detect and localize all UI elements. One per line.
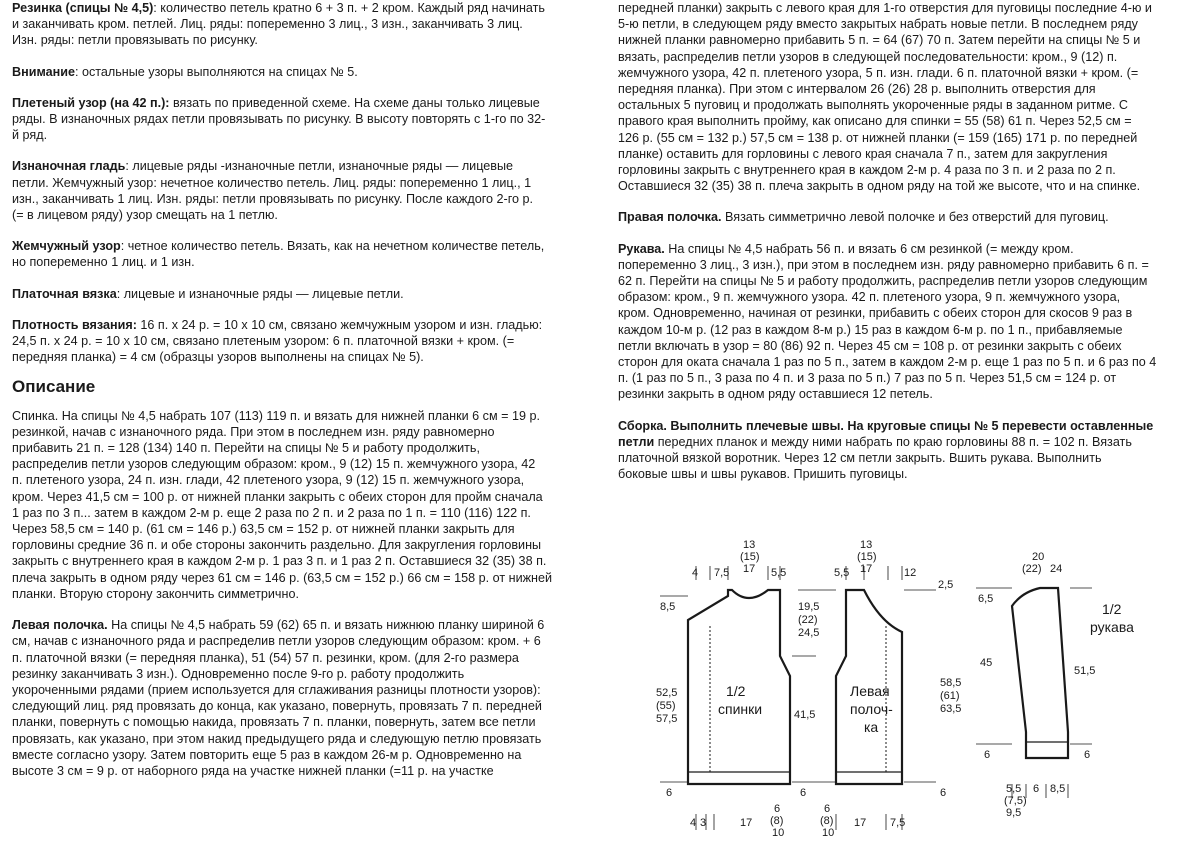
para-gauge: Плотность вязания: 16 п. х 24 р. = 10 х 10 см, связано жемчужным узором и изн. гладью: 24,5 п. х 24 р. = 10 х 10 см, связано плетеным узором: 6 п. платочной вязки + кром. (= передняя планка) = 4 см (образцы узоров выполнены на спицах № 5). xyxy=(12,317,543,365)
para-rib-pattern: Резинка (спицы № 4,5): количество петель кратно 6 + 3 п. + 2 кром. Каждый ряд начинать и заканчивать кром. петлей. Лиц. ряды: попеременно 3 лиц., 3 изн., заканчивать 3 лиц. Изн. ряды: петли провязывать по рисунку. xyxy=(12,1,545,48)
front-neck-w-2: (15) xyxy=(857,551,877,563)
back-side-h-2: (55) xyxy=(656,700,676,712)
sleeve-hem-left: 6 xyxy=(984,749,991,761)
sleeve-len-h: 45 xyxy=(980,657,993,669)
right-column xyxy=(618,0,1190,497)
front-bottom-stack-2: (8) xyxy=(820,815,834,827)
sleeve-bottom-stack-1: 5,5 xyxy=(1006,783,1022,795)
back-hem-h: 6 xyxy=(666,787,673,799)
front-neck-w-1: 13 xyxy=(860,539,873,551)
back-side-h-3: 57,5 xyxy=(656,713,678,725)
front-neck-h-1: 19,5 xyxy=(798,601,820,613)
sleeve-bottom-dim-1: 6 xyxy=(1033,783,1040,795)
sleeve-top-w-2: (22) xyxy=(1022,563,1042,575)
para-left-front: Левая полочка. На спицы № 4,5 набрать 59 (62) 65 п. и вязать нижнюю планку шириной 6 см, начав с изнаночного ряда и распределив петли узоров следующим образом: кром. + 6 п. платочной вязки (= передняя планка), 51 (54) 57 п. резинки, кром. (для 2-го размера резинку заканчивать 3 изн.). Одновременно после 9-го р. работу продолжить укороченными рядами (прием используется для сглаживания разницы плотности узоров): следующий лиц. ряд провязать до конца, как указано, повернуть, провязать 7 п. передней планки, повернуть с помощью накида, провязать 7 п. планки, повернуть, затем все петли провязать, как указано, при этом накид предыдущего ряда и следующую петлю провязать вместе согласно узору. Затем повторить еще 5 раз в каждом 26-м р. Одновременно на высоте 3 см = 9 р. от наборного ряда на участке нижней планки (=11 р. на участке xyxy=(12,618,545,778)
sleeve-top-w-3: 24 xyxy=(1050,563,1063,575)
front-label-1: Левая xyxy=(850,683,890,699)
section-heading: Описание xyxy=(12,377,96,397)
para-assembly: Сборка. Выполнить плечевые швы. На круговые спицы № 5 перевести оставленные петли передних планок и между ними набрать по краю горловины 88 п. = 102 п. Вязать платочной вязкой воротник. Через 12 см петли закрыть. Вшить рукава. Выполнить боковые швы и швы рукавов. Пришить пуговицы. xyxy=(618,418,1154,482)
sleeve-cap-h: 6,5 xyxy=(978,593,994,605)
sleeve-top-w-1: 20 xyxy=(1032,551,1045,563)
para-left-front-cont: передней планки) закрыть с левого края для 1-го отверстия для пуговицы последние 4-ю и 5-ю петли, в следующем ряду вместо закрытых набрать новые петли. В последнем ряду нижней планки равномерно прибавить 5 п. = 64 (67) 70 п. Затем перейти на спицы № 5 и вязать, распределив петли узоров в следующей последовательности: кром., 9 (12) п. жемчужного узора, 42 п. плетеного узора, 5 п. изн. глади. 6 п. платочной вязки + кром. (= передняя планка). При этом с интервалом 26 (26) 28 р. выполнить отверстия для остальных 5 пуговиц и продолжать выполнять укороченные ряды в заданном ритме. С правого края выполнить пройму, как описано для спинки = 55 (58) 61 п. Через 52,5 см = 126 р. (55 см = 132 р.) 57,5 см = 138 р. от нижней планки (= 159 (165) 171 р. по передней планке) оставить для горловины с левого края сначала 7 п., затем для закругления горловины закрыть с внутреннего края в каждом 2-м р. 4 раза по 3 п. и 2 раза по 2 п. Оставшиеся 32 (35) 38 п. плеча закрыть в одном ряду на той же высоте, что и на спинке. xyxy=(618,1,1152,194)
front-neck-w-3: 17 xyxy=(860,563,873,575)
para-seed-stitch: Жемчужный узор: четное количество петель. Вязать, как на нечетном количестве петель, но попеременно 1 лиц. и 1 изн. xyxy=(12,239,545,270)
back-side-h-1: 52,5 xyxy=(656,687,678,699)
back-armhole-h: 41,5 xyxy=(794,709,816,721)
front-neck-h-3: 24,5 xyxy=(798,627,820,639)
back-neck-h: 8,5 xyxy=(660,601,676,613)
front-label-2: полоч- xyxy=(850,701,893,717)
back-top-dim-2: 7,5 xyxy=(714,567,730,579)
sleeve-label-2: рукава xyxy=(1090,619,1134,635)
left-column xyxy=(12,0,578,794)
para-attention: Внимание: остальные узоры выполняются на спицах № 5. xyxy=(12,64,358,79)
para-sleeves: Рукава. На спицы № 4,5 набрать 56 п. и вязать 6 см резинкой (= между кром. попеременно 3 лиц., 3 изн.), при этом в последнем изн. ряду равномерно прибавить 6 п. = 62 п. Перейти на спицы № 5 и работу продолжить, распределив петли узоров следующим образом: кром., 9 п. жемчужного узора. 42 п. плетеного узора, 9 п. жемчужного узора, кром. Одновременно, начиная от резинки, прибавить с обеих сторон для скосов 9 раз в каждом 10-м р. (12 раз в каждом 8-м р.) 15 раз в каждом 6-м р. по 1 п., прибавляемые петли включать в узор = 80 (86) 92 п. Через 45 см = 108 р. от резинки закрыть с обеих сторон для оката сначала 1 раз по 5 п., затем в каждом 2-м р. еще 1 раз по 5 п. и 6 раз по 4 п. (1 раз по 5 п., 3 раза по 4 п. и 3 раза по 5 п.) 7 раз по 5 п. Через 51,5 см = 124 р. от резинки закрыть в одном ряду оставшиеся 12 петель. xyxy=(618,241,1157,402)
sleeve-bottom-dim-2: 8,5 xyxy=(1050,783,1066,795)
front-label-3: ка xyxy=(864,719,879,735)
schemes-svg xyxy=(640,536,1200,848)
front-top-dim-2: 12 xyxy=(904,567,917,579)
front-side-h-2: (61) xyxy=(940,690,960,702)
pattern-schemes xyxy=(640,536,1200,848)
para-reverse-stockinette: Изнаночная гладь: лицевые ряды -изнаночные петли, изнаночные ряды — лицевые петли. Жемчужный узор: нечетное количество петель. Лиц. ряды: попеременно 1 лиц., 1 изн., заканчивать 1 лиц. Изн. ряды: петли провязывать по рисунку. После каждого 2-го р. (= в лицевом ряду) узор смещать на 1 петлю. xyxy=(12,159,534,223)
front-bottom-stack-3: 10 xyxy=(822,827,835,839)
back-label-2: спинки xyxy=(718,701,763,717)
back-neck-w-2: (15) xyxy=(740,551,760,563)
back-bottom-stack-3: 10 xyxy=(772,827,785,839)
para-right-front: Правая полочка. Вязать симметрично левой полочке и без отверстий для пуговиц. xyxy=(618,210,1109,225)
back-bottom-dim-3: 17 xyxy=(740,817,753,829)
front-neck-h-2: (22) xyxy=(798,614,818,626)
front-bottom-dim-2: 7,5 xyxy=(890,817,906,829)
back-hem-h-right: 6 xyxy=(800,787,807,799)
front-side-h-1: 58,5 xyxy=(940,677,962,689)
back-top-dim-3: 5,5 xyxy=(771,567,787,579)
front-bottom-stack-1: 6 xyxy=(824,803,831,815)
sleeve-total-h: 51,5 xyxy=(1074,665,1096,677)
back-neck-w-1: 13 xyxy=(743,539,756,551)
sleeve-hem-right: 6 xyxy=(1084,749,1091,761)
back-bottom-stack-2: (8) xyxy=(770,815,784,827)
sleeve-outline xyxy=(1012,588,1068,758)
back-bottom-stack-1: 6 xyxy=(774,803,781,815)
sleeve-bottom-stack-2: (7,5) xyxy=(1004,795,1027,807)
front-hem-h: 6 xyxy=(940,787,947,799)
front-side-h-3: 63,5 xyxy=(940,703,962,715)
front-top-dim-1: 5,5 xyxy=(834,567,850,579)
para-back: Спинка. На спицы № 4,5 набрать 107 (113) 119 п. и вязать для нижней планки 6 см = 19 р. резинкой, начав с изнаночного ряда. При этом в последнем изн. ряду равномерно прибавить 21 п. = 128 (134) 140 п. Перейти на спицы № 5 и работу продолжить, распределив петли узоров следующим образом: кром., 9 (12) 15 п. жемчужного узора, 42 п. плетеного узора, 24 п. изн. глади, 42 плетеного узора, 9 (12) 15 п. жемчужного узора, кром. Через 41,5 см = 100 р. от нижней планки закрыть с обеих сторон для пройм сначала 1 раз по 3 п... затем в каждом 2-м р. еще 2 раза по 2 п. и 2 раза по 1 п. = 110 (116) 122 п. Через 58,5 см = 140 р. (61 см = 146 р.) 63,5 см = 152 р. от нижней планки закрыть для горловины средние 36 п. и обе стороны закончить раздельно. Для закругления горловины закрыть с внутреннего края в каждом 2-м р. 1 раз 3 п. и 1 раз 2 п. Оставшиеся 32 (35) 38 п. плеча закрыть в одном ряду через 61 см = 146 р. (63,5 см = 152 р.) 66 см = 158 р. от нижней планки. Вторую сторону закончить симметрично. xyxy=(12,408,553,601)
back-neck-w-3: 17 xyxy=(743,563,756,575)
back-label-1: 1/2 xyxy=(726,683,746,699)
front-bottom-dim-1: 17 xyxy=(854,817,867,829)
front-collar: 2,5 xyxy=(938,579,954,591)
para-garter-stitch: Платочная вязка: лицевые и изнаночные ряды — лицевые петли. xyxy=(12,286,404,301)
sleeve-bottom-stack-3: 9,5 xyxy=(1006,807,1022,819)
back-bottom-dim-2: 3 xyxy=(700,817,707,829)
back-top-dim-1: 4 xyxy=(692,567,699,579)
back-bottom-dim-1: 4 xyxy=(690,817,697,829)
sleeve-label-1: 1/2 xyxy=(1102,601,1122,617)
para-braided-pattern: Плетеный узор (на 42 п.): вязать по приведенной схеме. На схеме даны только лицевые ряды. В изнаночных рядах петли провязывать по рисунку. В высоту повторять с 1-го по 32- й ряд. xyxy=(12,95,546,143)
